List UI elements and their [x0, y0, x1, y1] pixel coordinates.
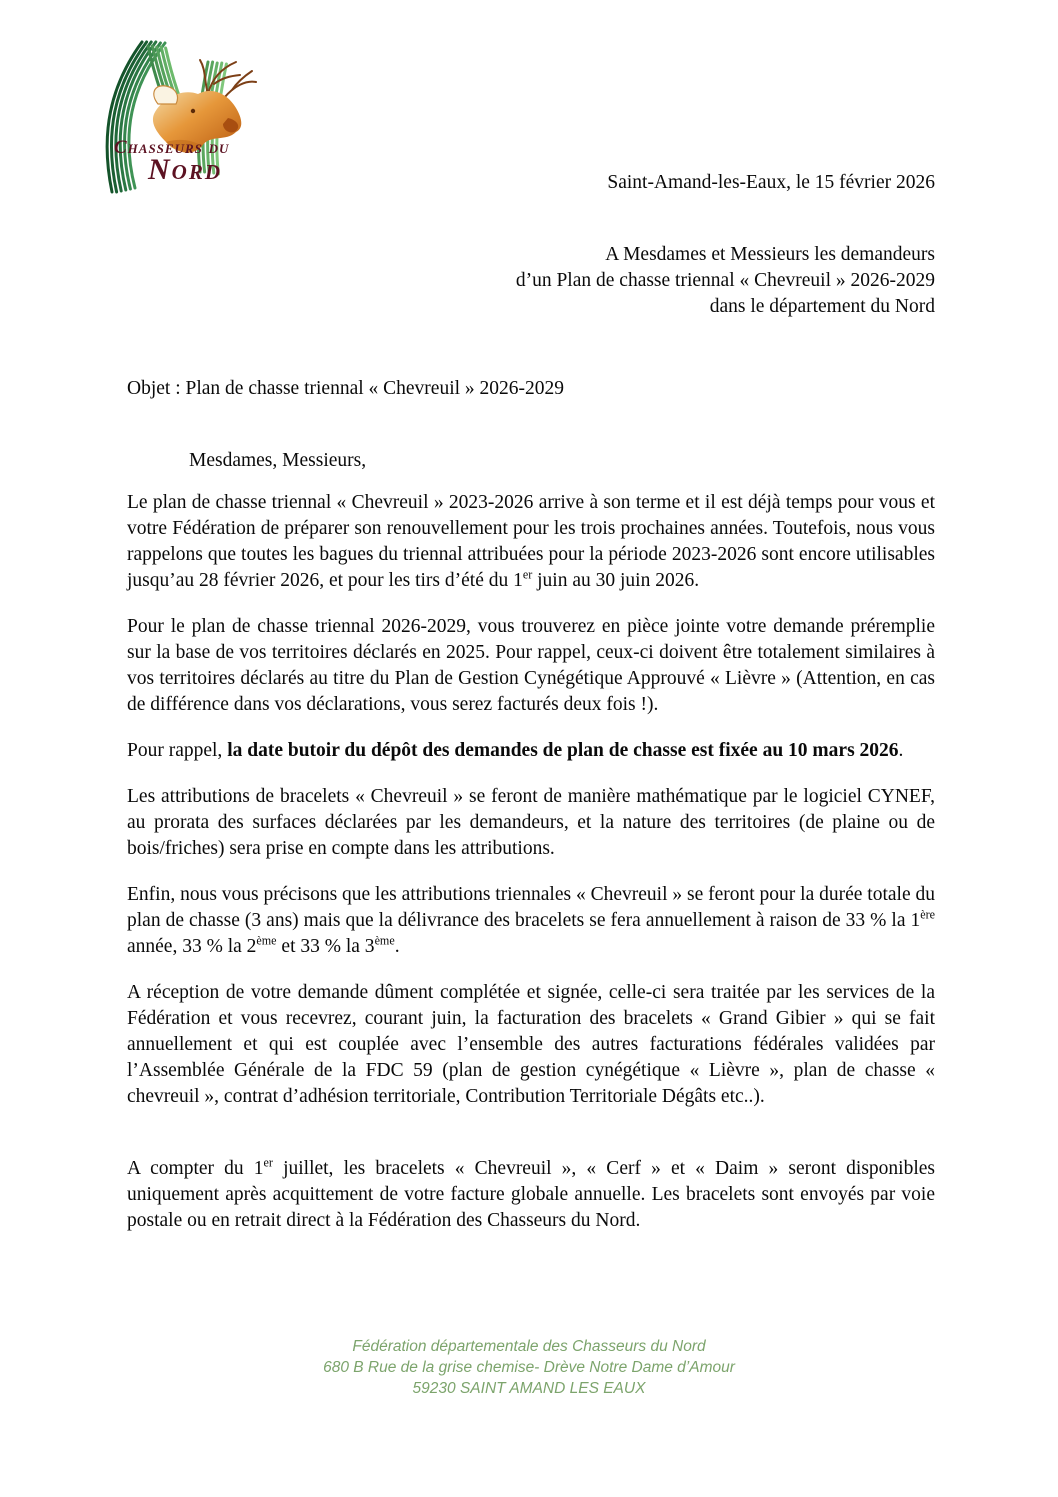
salutation: Mesdames, Messieurs,: [189, 450, 367, 471]
body-paragraph-5: Enfin, nous vous précisons que les attributions triennales « Chevreuil » se feront pour la durée totale du plan de chasse (3 ans) mais que la délivrance des bracelets se fera annuellement à raison de 33 % la 1ère année, 33 % la 2ème et 33 % la 3ème.: [127, 884, 935, 957]
body-paragraph-4: Les attributions de bracelets « Chevreuil » se feront de manière mathématique par le logiciel CYNEF, au prorata des surfaces déclarées par les demandeurs, et la nature des territoires (de plaine ou de bois/friches) sera prise en compte dans les attributions.: [127, 786, 935, 859]
footer-address-block: [0, 1336, 1058, 1399]
body-paragraph-2: Pour le plan de chasse triennal 2026-2029, vous trouverez en pièce jointe votre demande préremplie sur la base de vos territoires déclarés en 2025. Pour rappel, ceux-ci doivent être totalement similaires à vos territoires déclarés au titre du Plan de Gestion Cynégétique Approuvé « Lièvre » (Attention, en cas de différence dans vos déclarations, vous serez facturés deux fois !).: [127, 616, 935, 715]
recipient-line: dans le département du Nord: [709, 296, 935, 317]
body-paragraph-3: Pour rappel, la date butoir du dépôt des demandes de plan de chasse est fixée au 10 mars 2026.: [127, 740, 904, 761]
logo-caption-line1: Chasseurs du: [114, 137, 230, 158]
body-paragraph-6: A réception de votre demande dûment complétée et signée, celle-ci sera traitée par les services de la Fédération et vous recevrez, courant juin, la facturation des bracelets « Grand Gibier » qui se fait annuellement et qui est couplée avec l’ensemble des autres facturations fédérales validées par l’Assemblée Générale de la FDC 59 (plan de gestion cynégétique « Lièvre », plan de chasse « chevreuil », contrat d’adhésion territoriale, Contribution Territoriale Dégâts etc..).: [127, 982, 935, 1107]
body-paragraph-7: A compter du 1er juillet, les bracelets « Chevreuil », « Cerf » et « Daim » seront disponibles uniquement après acquittement de votre facture globale annuelle. Les bracelets sont envoyés par voie postale ou en retrait direct à la Fédération des Chasseurs du Nord.: [127, 1155, 936, 1231]
letter-body: [127, 376, 935, 1234]
logo-caption-line2: Nord: [148, 153, 223, 186]
footer-line: 59230 SAINT AMAND LES EAUX: [412, 1380, 646, 1397]
recipient-line: d’un Plan de chasse triennal « Chevreuil » 2026-2029: [515, 270, 935, 291]
footer-line: Fédération départementale des Chasseurs du Nord: [352, 1338, 706, 1355]
recipient-block: [127, 242, 935, 320]
dateline: Saint-Amand-les-Eaux, le 15 février 2026: [607, 172, 935, 193]
subject-line: Objet : Plan de chasse triennal « Chevreuil » 2026-2029: [127, 378, 565, 399]
footer-line: 680 B Rue de la grise chemise- Drève Notre Dame d’Amour: [323, 1359, 735, 1376]
body-paragraph-1: Le plan de chasse triennal « Chevreuil » 2023-2026 arrive à son terme et il est déjà temps pour vous et votre Fédération de préparer son renouvellement pour les trois prochaines années. Toutefois, nous vous rappelons que toutes les bagues du triennal attribuées pour la période 2023-2026 sont encore utilisables jusqu’au 28 février 2026, et pour les tirs d’été du 1er juin au 30 juin 2026.: [127, 492, 935, 591]
recipient-line: A Mesdames et Messieurs les demandeurs: [605, 244, 935, 265]
